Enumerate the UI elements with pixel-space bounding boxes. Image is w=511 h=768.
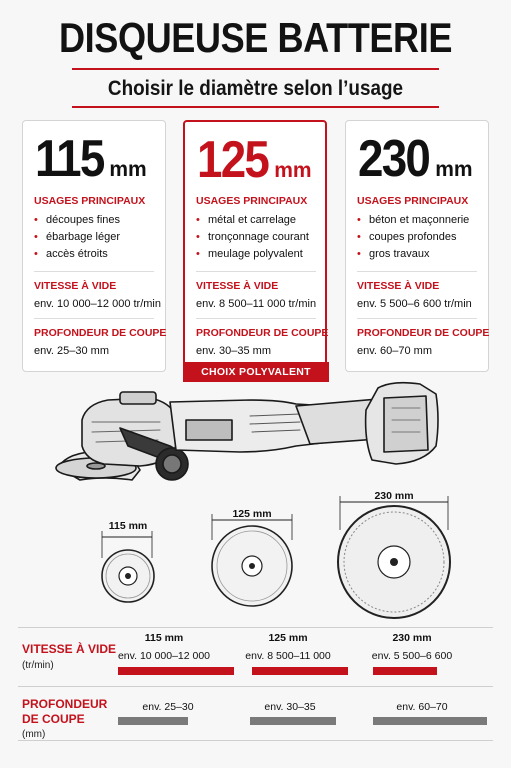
size-heading (358, 129, 473, 189)
depth-bar-230 (373, 717, 487, 725)
list-item: • meulage polyvalent (196, 246, 309, 263)
row-unit-depth: (mm) (22, 729, 46, 740)
depth-bar-125 (250, 717, 336, 725)
speed-label: VITESSE À VIDE (357, 280, 440, 292)
depth-label: PROFONDEUR DE COUPE (196, 327, 329, 339)
uses-list (196, 212, 309, 263)
depth-value-115: env. 25–30 (142, 701, 194, 713)
speed-value: env. 8 500–11 000 tr/min (196, 298, 317, 310)
uses-label: USAGES PRINCIPAUX (196, 195, 308, 207)
list-item: • coupes profondes (357, 229, 469, 246)
col-head-125: 125 mm (268, 632, 308, 644)
depth-value-230: env. 60–70 (396, 701, 448, 713)
size-number: 125 (197, 131, 269, 189)
table-mid-rule (18, 686, 493, 687)
speed-value-125: env. 8 500–11 000 (245, 650, 331, 662)
uses-list (34, 212, 120, 263)
list-item: • ébarbage léger (34, 229, 120, 246)
divider (196, 271, 316, 272)
col-head-230: 230 mm (392, 632, 432, 644)
disc-125 (212, 514, 292, 606)
uses-list (357, 212, 469, 263)
disc-115 (102, 531, 154, 602)
table-bottom-rule (18, 740, 493, 741)
speed-label: VITESSE À VIDE (34, 280, 117, 292)
depth-value: env. 60–70 mm (357, 345, 433, 357)
speed-value: env. 10 000–12 000 tr/min (34, 298, 161, 310)
depth-value: env. 30–35 mm (196, 345, 272, 357)
disc-label-115: 115 mm (108, 520, 148, 532)
size-number: 115 (35, 130, 104, 188)
row-label-depth (22, 697, 107, 727)
depth-value-125: env. 30–35 (264, 701, 316, 713)
size-heading (35, 129, 147, 189)
speed-bar-125 (252, 667, 348, 675)
row-label-depth-line2: DE COUPE (22, 712, 85, 726)
angle-grinder-illustration (56, 383, 438, 480)
list-item: • accès étroits (34, 246, 120, 263)
row-label-depth-line1: PROFONDEUR (22, 697, 108, 711)
list-item: • métal et carrelage (196, 212, 309, 229)
size-number: 230 (358, 130, 430, 188)
list-item: • tronçonnage courant (196, 229, 309, 246)
size-unit: mm (274, 159, 312, 182)
speed-label: VITESSE À VIDE (196, 280, 279, 292)
size-unit: mm (109, 158, 147, 181)
row-label-speed: VITESSE À VIDE (22, 642, 117, 656)
speed-value-115: env. 10 000–12 000 (117, 650, 211, 662)
col-head-115: 115 mm (144, 632, 184, 644)
uses-label: USAGES PRINCIPAUX (34, 195, 146, 207)
depth-value: env. 25–30 mm (34, 345, 110, 357)
speed-value-230: env. 5 500–6 600 (371, 650, 453, 662)
divider (34, 318, 154, 319)
table-top-rule (18, 627, 493, 628)
divider (34, 271, 154, 272)
divider (357, 271, 477, 272)
size-heading (197, 130, 312, 190)
illustration (0, 380, 511, 625)
list-item: • béton et maçonnerie (357, 212, 469, 229)
divider (357, 318, 477, 319)
list-item: • découpes fines (34, 212, 120, 229)
disc-label-230: 230 mm (374, 490, 414, 502)
depth-label: PROFONDEUR DE COUPE (357, 327, 490, 339)
depth-label: PROFONDEUR DE COUPE (34, 327, 167, 339)
row-unit-speed: (tr/min) (22, 660, 54, 671)
divider (196, 318, 316, 319)
speed-bar-230 (373, 667, 437, 675)
featured-badge: CHOIX POLYVALENT (183, 362, 329, 382)
title-underline (72, 68, 439, 70)
page-subtitle: Choisir le diamètre selon l’usage (107, 77, 404, 100)
size-unit: mm (435, 158, 473, 181)
page-title: DISQUEUSE BATTERIE (59, 14, 452, 61)
speed-value: env. 5 500–6 600 tr/min (357, 298, 472, 310)
speed-bar-115 (118, 667, 234, 675)
subtitle-underline (72, 106, 439, 108)
disc-230 (338, 496, 450, 618)
depth-bar-115 (118, 717, 188, 725)
disc-label-125: 125 mm (232, 508, 272, 520)
list-item: • gros travaux (357, 246, 469, 263)
uses-label: USAGES PRINCIPAUX (357, 195, 469, 207)
